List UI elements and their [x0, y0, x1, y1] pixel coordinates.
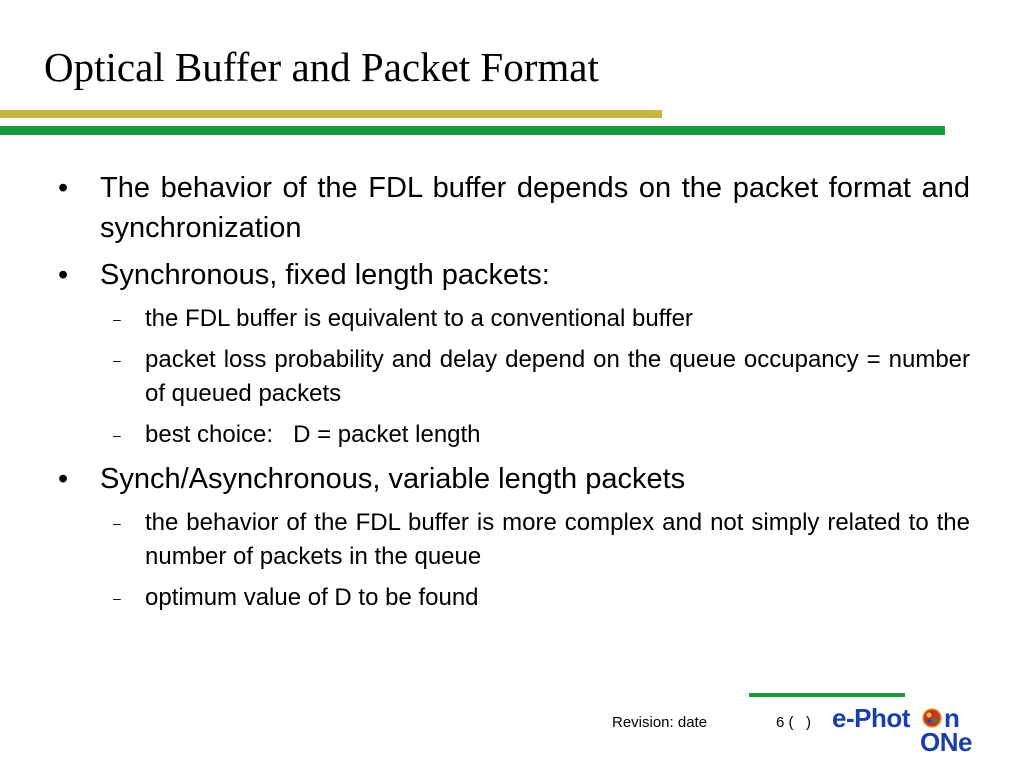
sub-bullet-item — [113, 418, 970, 452]
bullet-marker: • — [58, 172, 69, 204]
bullet-item — [58, 459, 970, 499]
bullet-marker: • — [58, 463, 69, 495]
sub-bullet-item — [113, 506, 970, 574]
logo-text-top: e-Phot — [832, 703, 910, 733]
footer-rule — [749, 693, 905, 697]
bullet-item — [58, 255, 970, 295]
sub-bullet-item — [113, 581, 970, 615]
sub-bullet-text: best choice: D = packet length — [145, 421, 481, 448]
sub-bullet-text: optimum value of D to be found — [145, 584, 479, 611]
sub-bullet-text: the FDL buffer is equivalent to a conventional buffer — [145, 305, 693, 332]
sub-bullet-text: the behavior of the FDL buffer is more complex and not simply related to the number of packets in the queue — [145, 509, 970, 570]
revision-label: Revision: date — [612, 714, 708, 731]
title-underline-green — [0, 126, 945, 135]
globe-icon — [922, 708, 942, 728]
logo-text-n: n — [944, 703, 960, 733]
slide-title: Optical Buffer and Packet Format — [44, 44, 599, 90]
sub-bullet-marker: – — [113, 311, 121, 327]
bullet-text: Synch/Asynchronous, variable length packets — [100, 463, 686, 495]
title-underline-gold — [0, 110, 662, 118]
bullet-text: Synchronous, fixed length packets: — [100, 259, 550, 291]
sub-bullet-marker: – — [113, 352, 121, 368]
sub-bullet-item — [113, 302, 970, 336]
sub-bullet-marker: – — [113, 427, 121, 443]
page-number: 6 ( ) — [776, 714, 812, 731]
sub-bullet-item — [113, 343, 970, 411]
sub-bullet-marker: – — [113, 590, 121, 606]
logo-text-bottom: ONe — [920, 727, 972, 757]
ephoton-one-logo — [832, 703, 992, 763]
bullet-item — [58, 168, 970, 248]
sub-bullet-text: packet loss probability and delay depend on the queue occupancy = number of queued packets — [145, 346, 970, 407]
sub-bullet-marker: – — [113, 515, 121, 531]
bullet-marker: • — [58, 259, 69, 291]
bullet-list — [0, 168, 1024, 622]
bullet-text: The behavior of the FDL buffer depends on the packet format and synchronization — [100, 172, 970, 244]
